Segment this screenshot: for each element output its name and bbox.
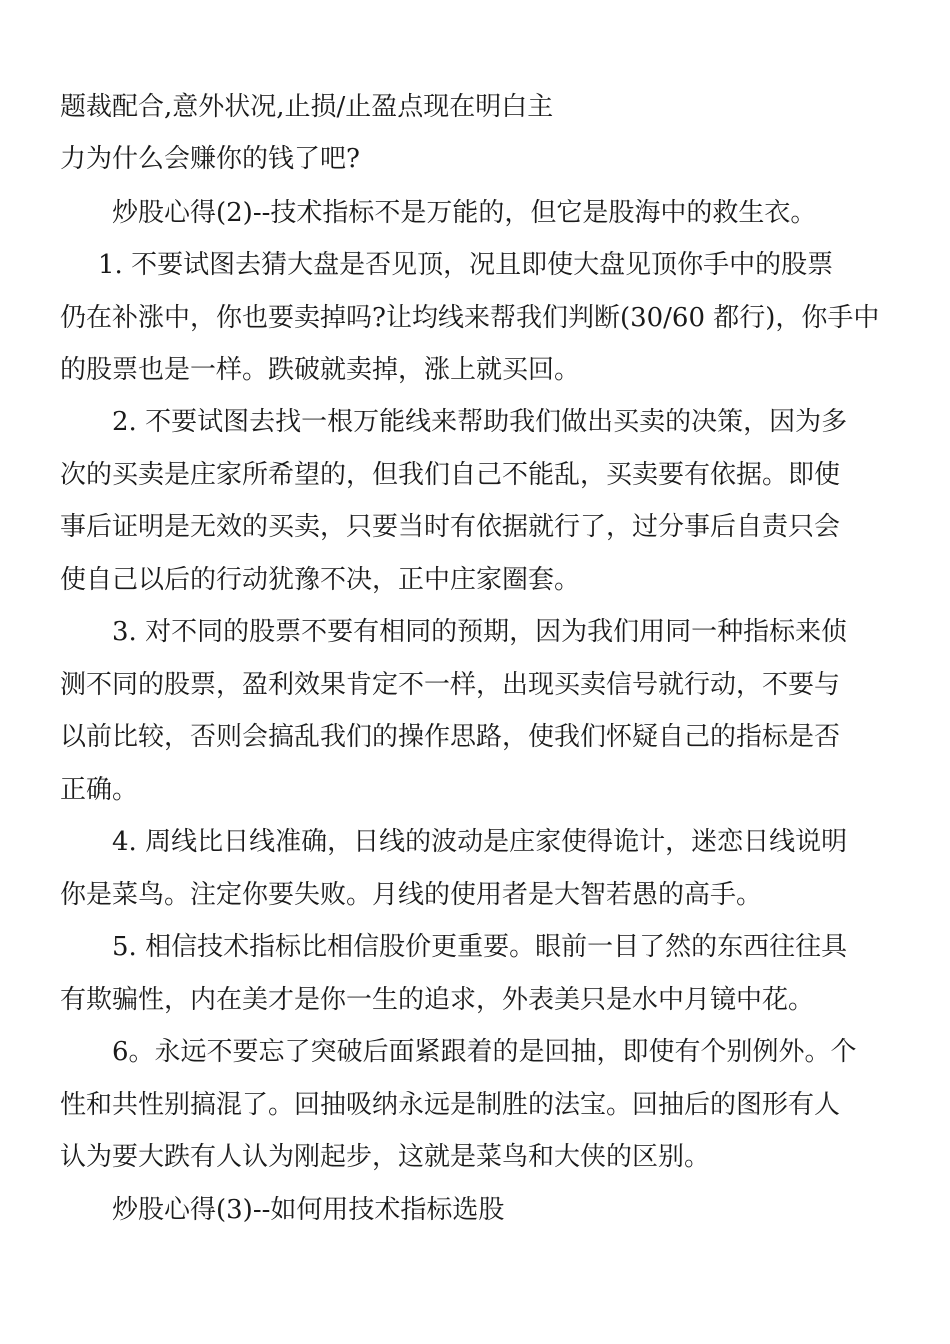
text-line-2: 力为什么会赚你的钱了吧? (60, 144, 360, 174)
item-3-line-3: 以前比较，否则会搞乱我们的操作思路，使我们怀疑自己的指标是否 (60, 722, 841, 752)
item-6-line-3: 认为要大跌有人认为刚起步，这就是菜鸟和大侠的区别。 (60, 1142, 711, 1172)
item-4-line-1: 4. 周线比日线准确，日线的波动是庄家使得诡计，迷恋日线说明 (112, 827, 848, 857)
text-line-1: 题裁配合,意外状况,止损/止盈点现在明白主 (60, 92, 554, 122)
item-6-line-1: 6。永远不要忘了突破后面紧跟着的是回抽，即使有个别例外。个 (112, 1037, 857, 1067)
item-1-line-2: 仍在补涨中，你也要卖掉吗?让均线来帮我们判断(30/60 都行)，你手中 (60, 303, 880, 333)
item-2-line-1: 2. 不要试图去找一根万能线来帮助我们做出买卖的决策，因为多 (112, 407, 848, 437)
item-3-line-1: 3. 对不同的股票不要有相同的预期，因为我们用同一种指标来侦 (112, 617, 848, 647)
item-4-line-2: 你是菜鸟。注定你要失败。月线的使用者是大智若愚的高手。 (60, 880, 763, 910)
item-3-line-2: 测不同的股票，盈利效果肯定不一样，出现买卖信号就行动，不要与 (60, 670, 841, 700)
section-heading-3: 炒股心得(3)--如何用技术指标选股 (112, 1195, 505, 1225)
item-3-line-4: 正确。 (60, 775, 139, 805)
item-6-line-2: 性和共性别搞混了。回抽吸纳永远是制胜的法宝。回抽后的图形有人 (60, 1090, 841, 1120)
item-5-line-2: 有欺骗性，内在美才是你一生的追求，外表美只是水中月镜中花。 (60, 985, 815, 1015)
item-2-line-4: 使自己以后的行动犹豫不决，正中庄家圈套。 (60, 565, 581, 595)
item-2-line-3: 事后证明是无效的买卖，只要当时有依据就行了，过分事后自责只会 (60, 512, 841, 542)
item-1-line-1: 1. 不要试图去猜大盘是否见顶，况且即使大盘见顶你手中的股票 (98, 250, 834, 280)
item-1-line-3: 的股票也是一样。跌破就卖掉，涨上就买回。 (60, 355, 581, 385)
item-5-line-1: 5. 相信技术指标比相信股价更重要。眼前一目了然的东西往往具 (112, 932, 848, 962)
section-heading-2: 炒股心得(2)--技术指标不是万能的，但它是股海中的救生衣。 (112, 198, 817, 228)
item-2-line-2: 次的买卖是庄家所希望的，但我们自己不能乱，买卖要有依据。即使 (60, 460, 841, 490)
